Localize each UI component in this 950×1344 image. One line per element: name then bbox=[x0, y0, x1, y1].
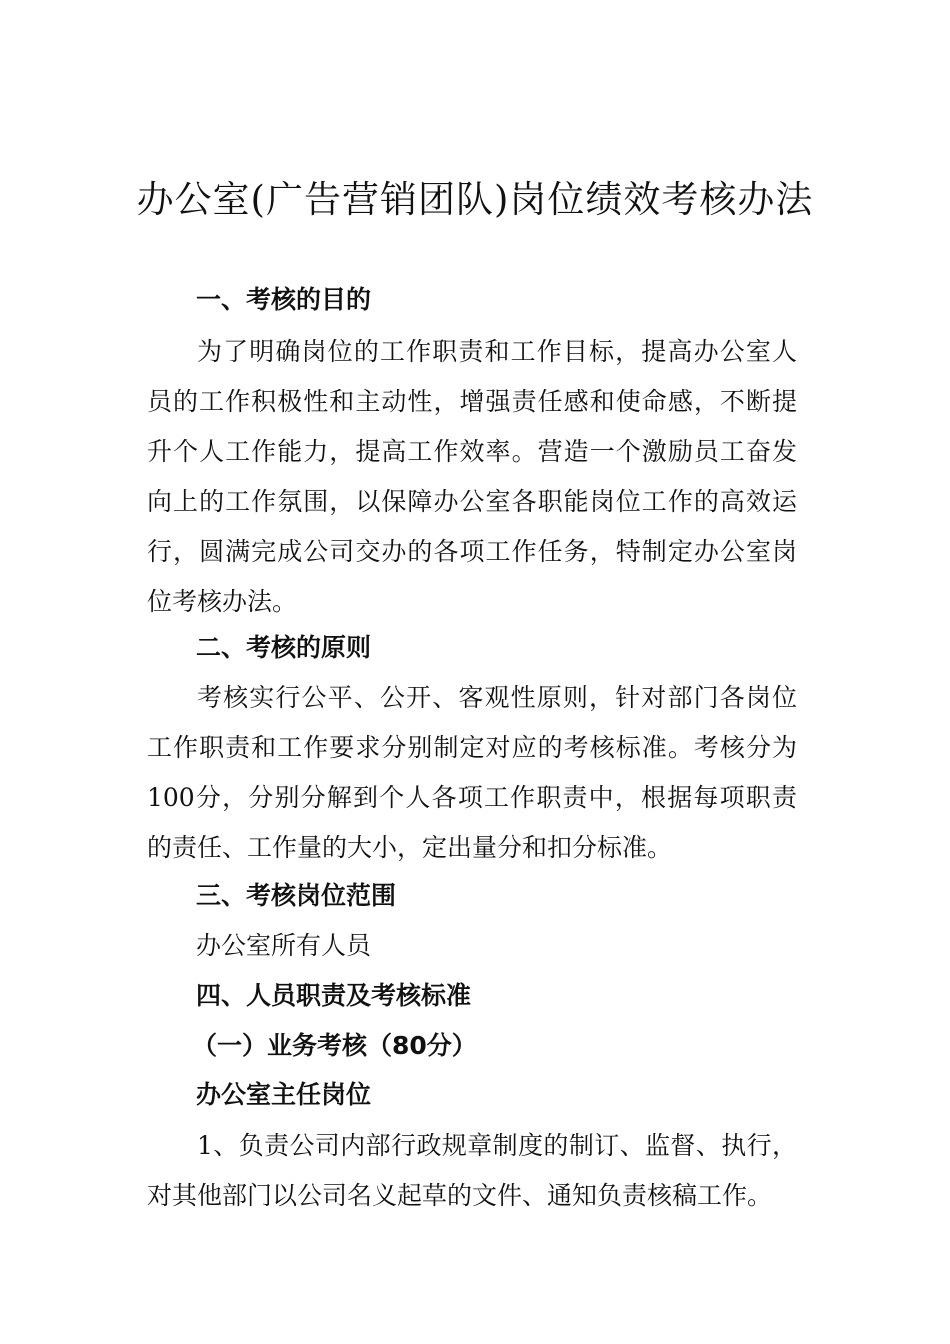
paragraph-line: 行，圆满完成公司交办的各项工作任务，特制定办公室岗 bbox=[147, 537, 797, 566]
paragraph-line: 考核实行公平、公开、客观性原则，针对部门各岗位 bbox=[197, 683, 797, 712]
paragraph-line: 1、负责公司内部行政规章制度的制订、监督、执行， bbox=[197, 1131, 797, 1160]
paragraph-line: 员的工作积极性和主动性，增强责任感和使命感，不断提 bbox=[147, 387, 797, 416]
section-heading-duties: 四、人员职责及考核标准 bbox=[196, 981, 472, 1010]
paragraph-line: 向上的工作氛围，以保障办公室各职能岗位工作的高效运 bbox=[147, 487, 797, 516]
paragraph-purpose bbox=[147, 327, 797, 627]
paragraph-line: 升个人工作能力，提高工作效率。营造一个激励员工奋发 bbox=[147, 437, 797, 466]
paragraph-line: 的责任、工作量的大小，定出量分和扣分标准。 bbox=[147, 833, 673, 862]
paragraph-director-duties bbox=[147, 1121, 797, 1221]
paragraph-line: 对其他部门以公司名义起草的文件、通知负责核稿工作。 bbox=[147, 1181, 773, 1210]
paragraph-line: 工作职责和工作要求分别制定对应的考核标准。考核分为 bbox=[147, 733, 797, 762]
section-heading-principle: 二、考核的原则 bbox=[196, 633, 372, 662]
document-title: 办公室(广告营销团队)岗位绩效考核办法 bbox=[136, 178, 814, 221]
paragraph-line: 100分，分别分解到个人各项工作职责中，根据每项职责 bbox=[147, 783, 797, 812]
paragraph-line: 位考核办法。 bbox=[147, 587, 298, 616]
paragraph-principle bbox=[147, 673, 797, 873]
role-heading-office-director: 办公室主任岗位 bbox=[196, 1080, 372, 1109]
subheading-business-assessment: （一）业务考核（80分） bbox=[192, 1031, 477, 1060]
scope-text: 办公室所有人员 bbox=[196, 931, 372, 960]
section-heading-scope: 三、考核岗位范围 bbox=[196, 881, 397, 910]
section-heading-purpose: 一、考核的目的 bbox=[196, 285, 372, 314]
paragraph-line: 为了明确岗位的工作职责和工作目标，提高办公室人 bbox=[197, 337, 797, 366]
